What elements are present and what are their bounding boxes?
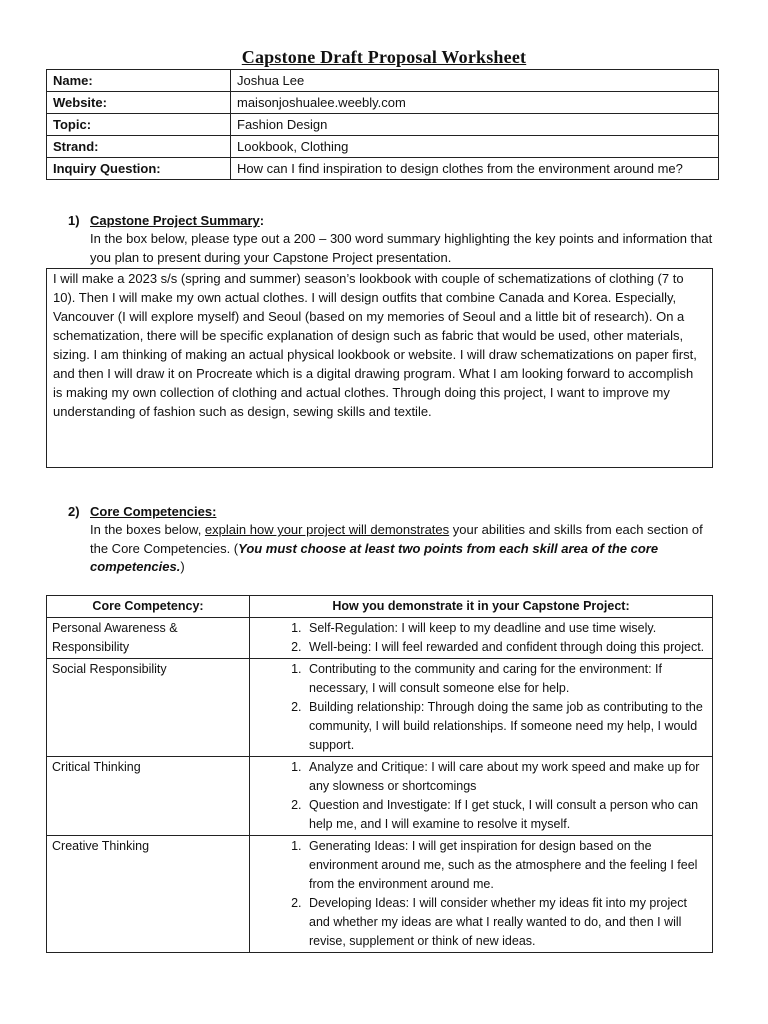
core-row-social-responsibility [47, 659, 713, 757]
core-table-header-row [47, 596, 713, 618]
header-how-demonstrate: How you demonstrate it in your Capstone Project: [250, 596, 713, 618]
section2-instructions [90, 521, 720, 577]
core-row-personal-awareness [47, 618, 713, 659]
core-row-creative-thinking [47, 836, 713, 953]
section2-instr-emphasis: You must choose at least two points from each skill area of the core competencies. [90, 540, 659, 574]
competency-point: 1. Self-Regulation: I will keep to my deadline and use time wisely. [305, 619, 707, 638]
section2-instr-pre: In the boxes below, [90, 522, 205, 537]
info-row-topic [47, 114, 719, 136]
info-row-website [47, 92, 719, 114]
inquiry-value: How can I find inspiration to design clothes from the environment around me? [231, 158, 719, 180]
competency-name: Social Responsibility [47, 659, 250, 757]
section2-number: 2) [68, 504, 80, 519]
competency-name: Creative Thinking [47, 836, 250, 953]
section2-heading [68, 502, 216, 521]
competency-point: 1. Generating Ideas: I will get inspiration for design based on the environment around me, such as the atmosphere and the feeling I feel from the environment around me. [305, 837, 707, 894]
core-competencies-table [46, 595, 713, 953]
competency-point: 1. Contributing to the community and caring for the environment: If necessary, I will consult someone else for help. [305, 660, 707, 698]
section1-colon: : [259, 213, 265, 228]
section2-instr-post: your abilities and skills from each section of the Core Competencies. ( [90, 522, 703, 556]
student-info-table [46, 69, 719, 180]
strand-label: Strand: [47, 136, 231, 158]
core-row-critical-thinking [47, 757, 713, 836]
info-row-name [47, 70, 719, 92]
info-row-strand [47, 136, 719, 158]
topic-label: Topic: [47, 114, 231, 136]
strand-value: Lookbook, Clothing [231, 136, 719, 158]
name-label: Name: [47, 70, 231, 92]
header-core-competency: Core Competency: [47, 596, 250, 618]
website-label: Website: [47, 92, 231, 114]
competency-points [250, 836, 713, 953]
section2-instr-end: ) [180, 559, 185, 574]
competency-point: 2. Developing Ideas: I will consider whether my ideas fit into my project and whether my ideas are what I really wanted to do, and then I will revise, supplement or think of new ideas. [305, 894, 707, 951]
competency-points [250, 757, 713, 836]
page-title: Capstone Draft Proposal Worksheet [241, 47, 527, 67]
competency-point: 2. Question and Investigate: If I get stuck, I will consult a person who can help me, and I will examine to resolve it myself. [305, 796, 707, 834]
section1-title: Capstone Project Summary [90, 213, 260, 228]
competency-points [250, 618, 713, 659]
section1-number: 1) [68, 213, 80, 228]
inquiry-label: Inquiry Question: [47, 158, 231, 180]
competency-point: 2. Well-being: I will feel rewarded and confident through doing this project. [305, 638, 707, 657]
competency-point: 2. Building relationship: Through doing the same job as contributing to the community, I will build relationships. If someone need my help, I would support. [305, 698, 707, 755]
section2-title: Core Competencies: [90, 504, 217, 519]
section1-heading [68, 211, 264, 230]
topic-value: Fashion Design [231, 114, 719, 136]
competency-points [250, 659, 713, 757]
name-value: Joshua Lee [231, 70, 719, 92]
project-summary-box: I will make a 2023 s/s (spring and summer) season’s lookbook with couple of schematizations of clothing (7 to 10). Then I will make my own actual clothes. I will design outfits that combine Canada and Korea. Especially, Vancouver (I will explore myself) and Seoul (based on my memories of Seoul and a little bit of research). On a schematization, there will be specific explanation of design such as fabric that would be used, other materials, sizing. I am thinking of making an actual physical lookbook or website. I will draw schematizations on paper first, and then I will draw it on Procreate which is a digital drawing program. What I am looking forward to accomplish is making my own collection of clothing and actual clothes. Through doing this project, I want to improve my understanding of fashion such as design, sewing skills and textile. [46, 268, 713, 468]
website-value: maisonjoshualee.weebly.com [231, 92, 719, 114]
section1-instructions: In the box below, please type out a 200 – 300 word summary highlighting the key points and information that you plan to present during your Capstone Project presentation. [90, 231, 713, 265]
competency-point: 1. Analyze and Critique: I will care about my work speed and make up for any slowness or shortcomings [305, 758, 707, 796]
competency-name: Critical Thinking [47, 757, 250, 836]
section2-instr-underlined: explain how your project will demonstrates [204, 522, 450, 537]
info-row-inquiry [47, 158, 719, 180]
competency-name: Personal Awareness & Responsibility [47, 618, 250, 659]
